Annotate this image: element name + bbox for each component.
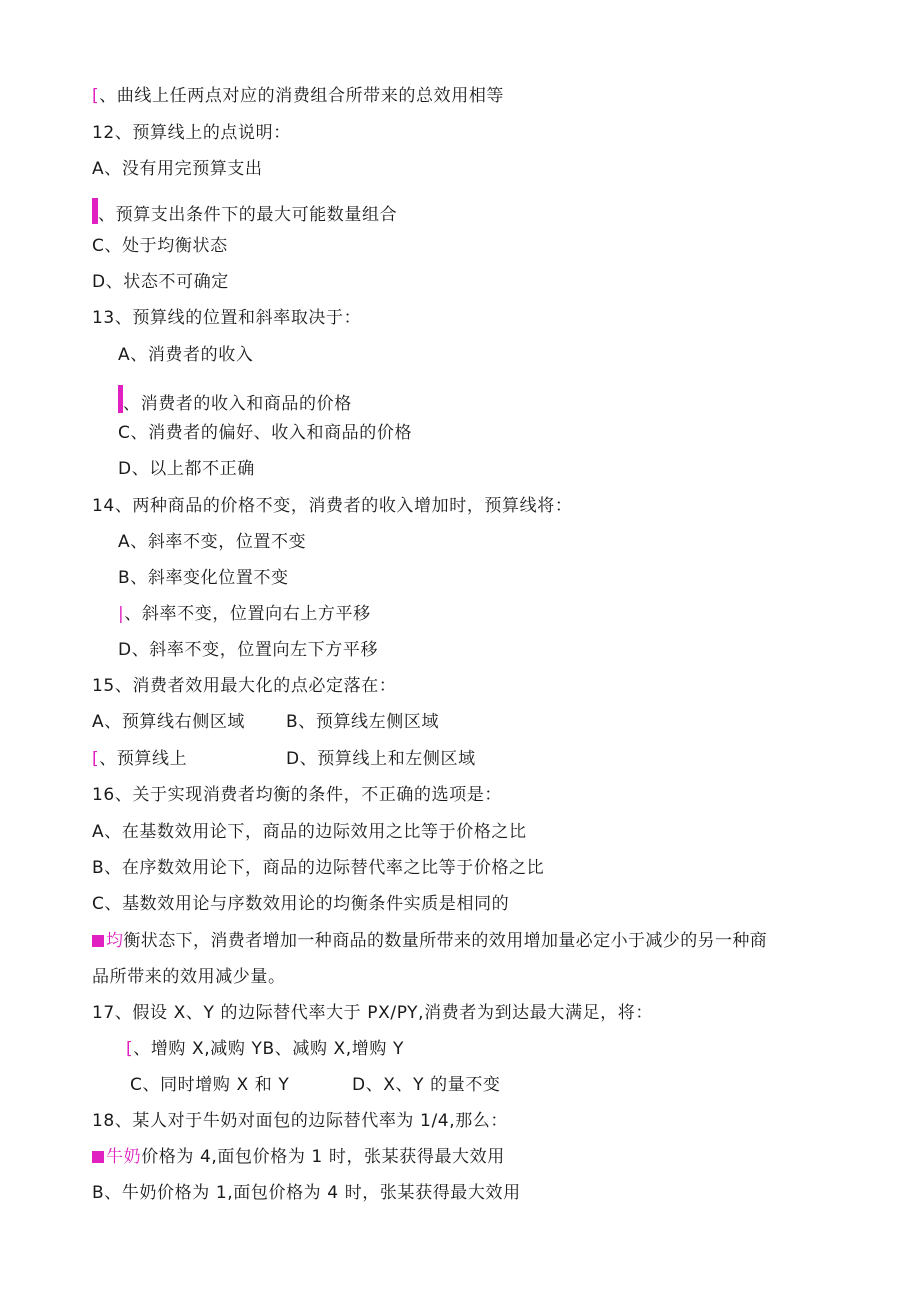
question-16: 16、关于实现消费者均衡的条件，不正确的选项是： <box>92 785 503 805</box>
option-b-q12: 、预算支出条件下的最大可能数量组合 <box>92 198 397 227</box>
question-15: 15、消费者效用最大化的点必定落在： <box>92 676 397 696</box>
option-d-q17: D、X、Y 的量不变 <box>352 1075 501 1095</box>
option-b-q14: B、斜率变化位置不变 <box>118 568 289 588</box>
option-a-q18: 牛奶价格为 4,面包价格为 1 时，张某获得最大效用 <box>92 1145 505 1169</box>
option-d-q11: [、曲线上任两点对应的消费组合所带来的总效用相等 <box>92 86 505 106</box>
answer-mark: [ <box>126 1039 134 1059</box>
option-c-q16: C、基数效用论与序数效用论的均衡条件实质是相同的 <box>92 894 510 914</box>
answer-mark <box>92 1151 104 1163</box>
option-d-q14: D、斜率不变，位置向左下方平移 <box>118 640 379 660</box>
question-12: 12、预算线上的点说明： <box>92 123 291 143</box>
option-c-q15: [、预算线上 <box>92 749 188 769</box>
option-b-q18: B、牛奶价格为 1,面包价格为 4 时，张某获得最大效用 <box>92 1183 521 1203</box>
option-a-q15: A、预算线右侧区域 <box>92 712 246 732</box>
option-c-q12: C、处于均衡状态 <box>92 236 228 256</box>
question-17: 17、假设 X、Y 的边际替代率大于 PX/PY,消费者为到达最大满足，将： <box>92 1003 653 1023</box>
answer-mark: [ <box>92 749 100 769</box>
option-b-q13: 、消费者的收入和商品的价格 <box>118 385 352 416</box>
option-d-q15: D、预算线上和左侧区域 <box>286 749 476 769</box>
option-c-q13: C、消费者的偏好、收入和商品的价格 <box>118 423 413 443</box>
option-a-q16: A、在基数效用论下，商品的边际效用之比等于价格之比 <box>92 822 527 842</box>
question-13: 13、预算线的位置和斜率取决于： <box>92 308 362 328</box>
option-a-q14: A、斜率不变，位置不变 <box>118 532 307 552</box>
option-d-q12: D、状态不可确定 <box>92 272 229 292</box>
answer-mark <box>92 935 104 947</box>
option-b-q16: B、在序数效用论下，商品的边际替代率之比等于价格之比 <box>92 858 545 878</box>
option-ab-q17: [、增购 X,减购 YB、减购 X,增购 Y <box>126 1039 404 1059</box>
question-14: 14、两种商品的价格不变，消费者的收入增加时，预算线将： <box>92 496 573 516</box>
option-b-q15: B、预算线左侧区域 <box>286 712 440 732</box>
answer-mark: [ <box>92 86 100 106</box>
option-d-q16-continued: 品所带来的效用减少量。 <box>92 967 286 987</box>
option-c-q14: |、斜率不变，位置向右上方平移 <box>118 604 371 624</box>
option-d-q16: 均衡状态下，消费者增加一种商品的数量所带来的效用增加量必定小于减少的另一种商 <box>92 929 767 953</box>
option-d-q13: D、以上都不正确 <box>118 459 255 479</box>
option-a-q12: A、没有用完预算支出 <box>92 159 263 179</box>
question-18: 18、某人对于牛奶对面包的边际替代率为 1/4,那么： <box>92 1111 508 1131</box>
answer-mark: | <box>118 604 125 624</box>
option-c-q17: C、同时增购 X 和 Y <box>130 1075 290 1095</box>
option-a-q13: A、消费者的收入 <box>118 345 254 365</box>
